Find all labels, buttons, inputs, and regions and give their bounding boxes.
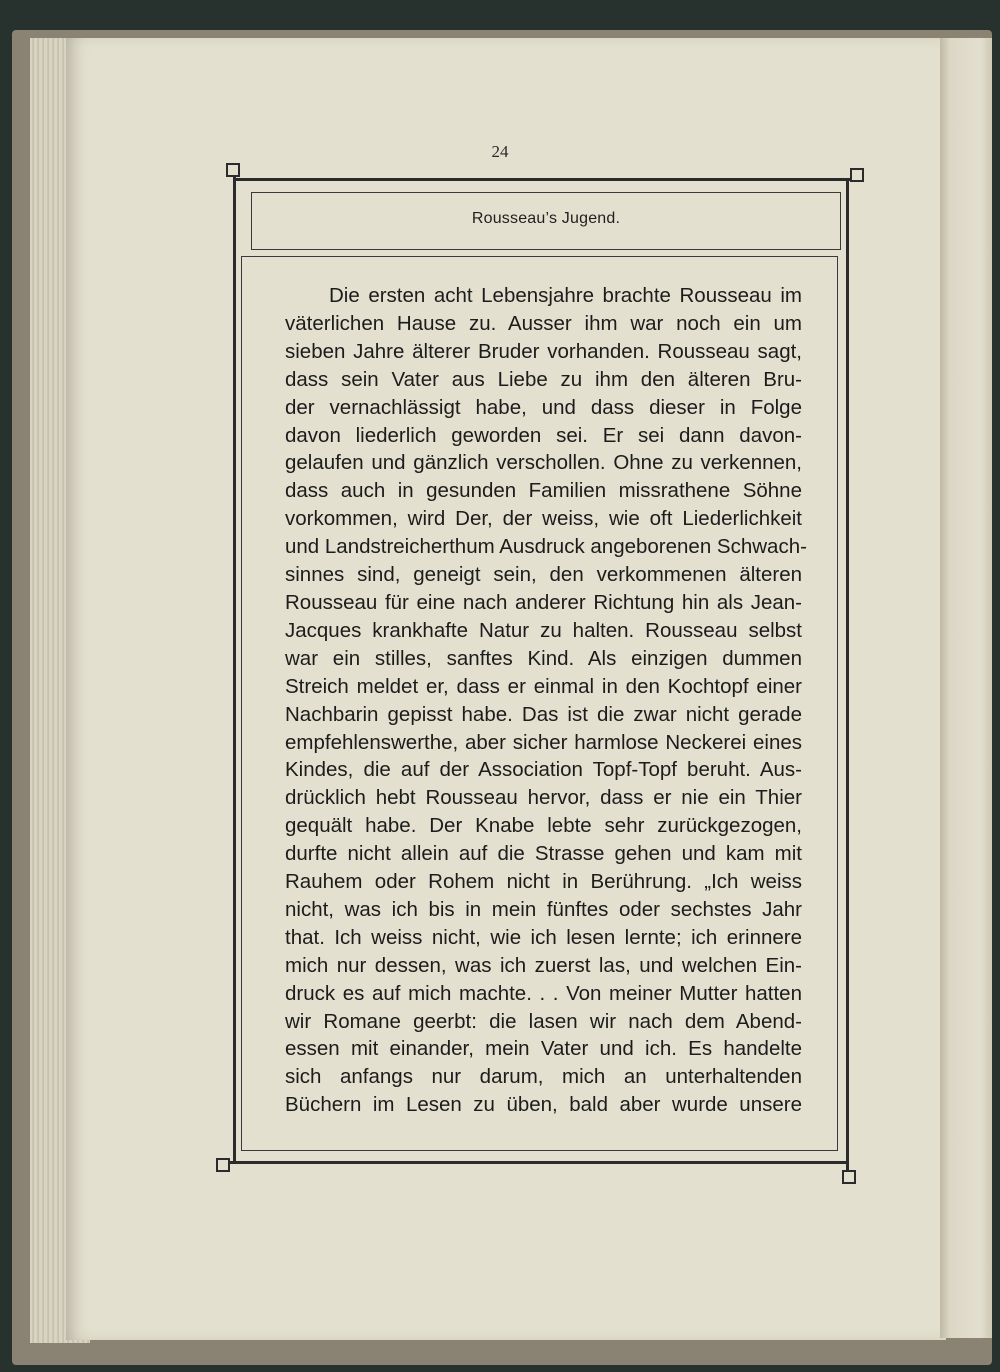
frame-corner-top-right [850,168,864,182]
text-line: dass sein Vater aus Liebe zu ihm den älteren Bru- [285,367,802,391]
text-line: Rauhem oder Rohem nicht in Berührung. „Ich weiss [285,870,802,894]
text-line: war ein stilles, sanftes Kind. Als einzigen dummen [285,646,802,670]
text-line: wir Romane geerbt: die lasen wir nach dem Abend- [285,1009,802,1033]
frame-top-line [234,178,856,181]
text-line: Jacques krankhafte Natur zu halten. Rousseau selbst [285,618,802,642]
frame-corner-bottom-right [842,1170,856,1184]
body-text [285,282,807,1119]
frame-left-line [233,172,236,1162]
page-number: 24 [491,142,509,161]
text-line: gequält habe. Der Knabe lebte sehr zurückgezogen, [285,814,802,838]
text-line: essen mit einander, mein Vater und ich. Es handelte [285,1037,802,1061]
text-line: vorkommen, wird Der, der weiss, wie oft Liederlichkeit [285,507,802,531]
text-line: Kindes, die auf der Association Topf-Topf beruht. Aus- [285,758,802,782]
frame-bottom-line [224,1161,846,1164]
text-line: sinnes sind, geneigt sein, den verkommenen älteren [285,563,802,587]
frame-corner-top-left [226,163,240,177]
text-line: gelaufen und gänzlich verschollen. Ohne zu verkennen, [285,451,802,475]
text-line: empfehlenswerthe, aber sicher harmlose Neckerei eines [285,730,802,754]
text-line: väterlichen Hause zu. Ausser ihm war noch ein um [285,311,802,335]
frame-right-line [846,178,849,1170]
text-line: druck es auf mich machte. . . Von meiner Mutter hatten [285,981,802,1005]
facing-page-edge [940,38,992,1338]
text-line: nicht, was ich bis in mein fünftes oder sechstes Jahr [285,897,802,921]
text-line: drücklich hebt Rousseau hervor, dass er nie ein Thier [285,786,802,810]
text-line: Die ersten acht Lebensjahre brachte Rousseau im [329,284,802,307]
text-line: der vernachlässigt habe, und dass dieser in Folge [285,395,802,419]
text-line: davon liederlich geworden sei. Er sei dann davon- [285,423,802,447]
text-line: sich anfangs nur darum, mich an unterhaltenden [285,1065,802,1089]
text-line: Büchern im Lesen zu üben, bald aber wurde unsere [285,1093,802,1117]
text-line: mich nur dessen, was ich zuerst las, und welchen Ein- [285,953,802,977]
text-line: Rousseau für eine nach anderer Richtung hin als Jean- [285,590,802,614]
text-line: und Landstreicherthum Ausdruck angeborenen Schwach- [285,535,807,559]
frame-corner-bottom-left [216,1158,230,1172]
running-head: Rousseau’s Jugend. [471,210,621,227]
text-line: that. Ich weiss nicht, wie ich lesen lernte; ich erinnere [285,925,802,949]
text-line: dass auch in gesunden Familien missrathene Söhne [285,479,802,503]
text-line: Streich meldet er, dass er einmal in den Kochtopf einer [285,674,802,698]
text-line: Nachbarin gepisst habe. Das ist die zwar nicht gerade [285,702,802,726]
text-line: sieben Jahre älterer Bruder vorhanden. Rousseau sagt, [285,339,802,363]
text-line: durfte nicht allein auf die Strasse gehen und kam mit [285,842,802,866]
